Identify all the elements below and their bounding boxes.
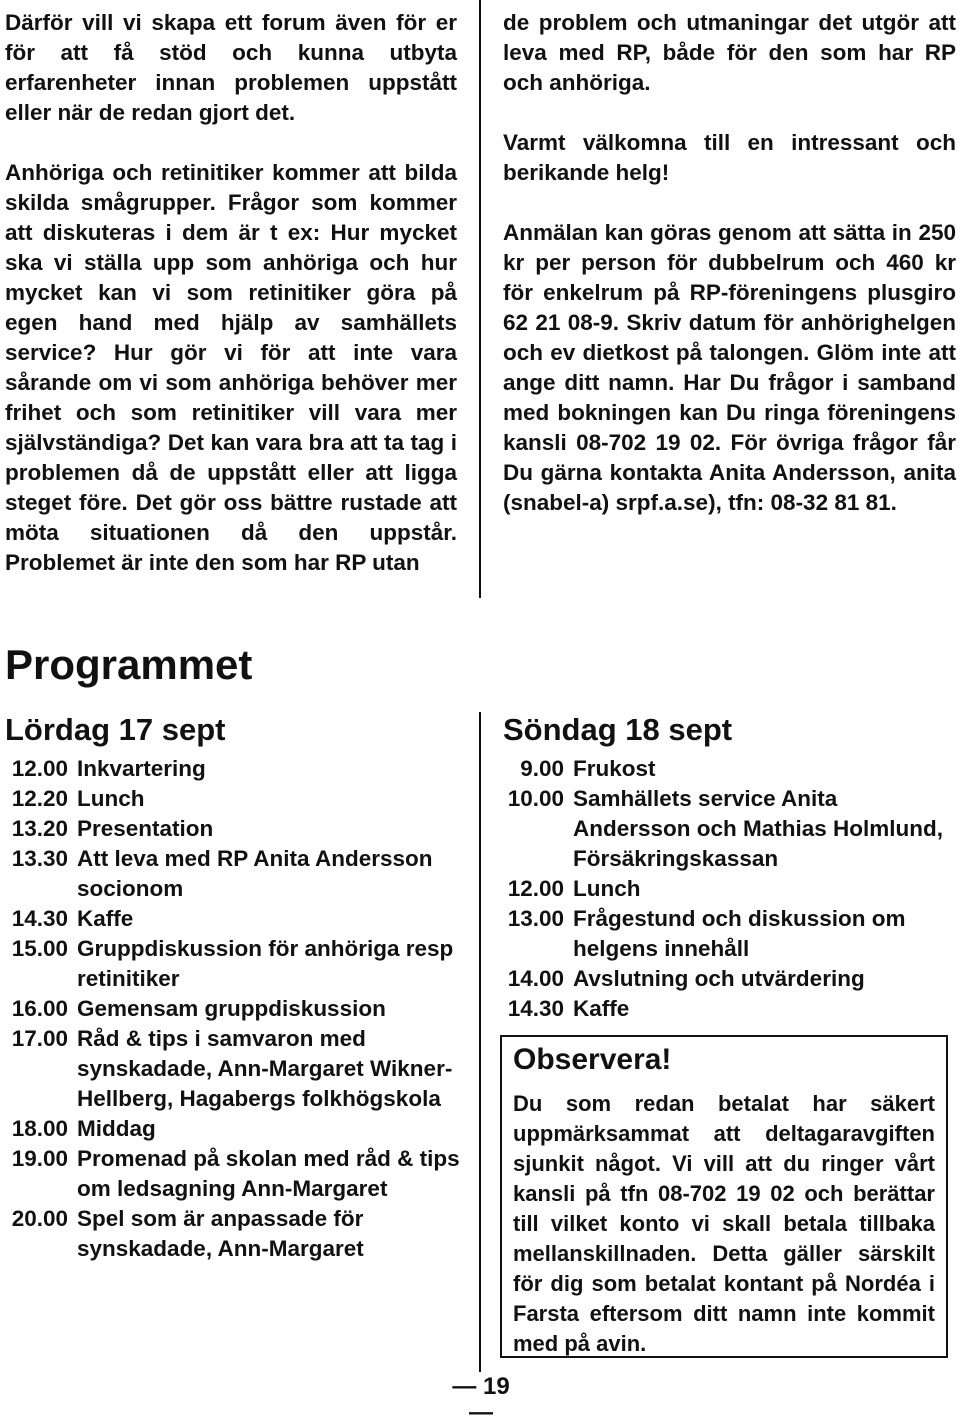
schedule-activity: Råd & tips i samvaron med synskadade, Ann-Margaret Wikner-Hellberg, Hagabergs folkhögskola bbox=[77, 1026, 453, 1111]
schedule-time: 13.00 bbox=[507, 906, 564, 931]
schedule-activity: Middag bbox=[77, 1116, 156, 1141]
schedule-time: 17.00 bbox=[11, 1026, 68, 1051]
schedule-item bbox=[503, 904, 948, 964]
schedule-time: 19.00 bbox=[11, 1146, 68, 1171]
schedule-activity: Spel som är anpassade för synskadade, Ann-Margaret bbox=[77, 1206, 364, 1261]
schedule-item bbox=[503, 964, 948, 994]
schedule-time: 12.00 bbox=[11, 756, 68, 781]
schedule-item bbox=[503, 754, 948, 784]
intro-paragraph-3: de problem och utmaningar det utgör att leva med RP, både för den som har RP och anhöriga. bbox=[503, 10, 956, 95]
schedule-item bbox=[5, 904, 460, 934]
schedule-item bbox=[503, 994, 948, 1024]
saturday-list bbox=[5, 754, 460, 1264]
schedule-item bbox=[5, 1204, 460, 1264]
schedule-activity: Frukost bbox=[573, 756, 656, 781]
intro-paragraph-2: Anhöriga och retinitiker kommer att bilda skilda smågrupper. Frågor som kommer att diskuteras i dem är t ex: Hur mycket ska vi ställa upp som anhöriga och hur mycket kan vi som retinitiker göra på egen hand med hjälp av samhällets service? Hur gör vi för att inte vara sårande om vi som anhöriga behöver mer frihet och som retinitiker vill vara mer självständiga? Det kan vara bra att ta tag i problemen då de uppstått eller att ligga steget före. Det gör oss bättre rustade att möta situationen då den uppstår. Problemet är inte den som har RP utan bbox=[5, 160, 457, 575]
schedule-time: 14.30 bbox=[507, 996, 564, 1021]
schedule-activity: Inkvartering bbox=[77, 756, 206, 781]
schedule-activity: Gemensam gruppdiskussion bbox=[77, 996, 386, 1021]
notice-box bbox=[500, 1035, 948, 1358]
sunday-list bbox=[503, 754, 948, 1024]
schedule-activity: Kaffe bbox=[77, 906, 134, 931]
schedule-item bbox=[5, 844, 460, 904]
schedule-time: 13.30 bbox=[11, 846, 68, 871]
program-title: Programmet bbox=[5, 641, 253, 688]
intro-left-column bbox=[5, 8, 457, 578]
sunday-schedule bbox=[503, 712, 948, 1024]
schedule-activity: Gruppdiskussion för anhöriga resp retinitiker bbox=[77, 936, 454, 991]
schedule-item bbox=[5, 814, 460, 844]
schedule-time: 12.20 bbox=[11, 786, 68, 811]
schedule-item bbox=[5, 1144, 460, 1204]
schedule-time: 14.30 bbox=[11, 906, 68, 931]
schedule-activity: Lunch bbox=[77, 786, 145, 811]
saturday-heading: Lördag 17 sept bbox=[5, 712, 226, 747]
schedule-activity: Lunch bbox=[573, 876, 641, 901]
schedule-activity: Promenad på skolan med råd & tips om ledsagning Ann-Margaret bbox=[77, 1146, 460, 1201]
intro-paragraph-1: Därför vill vi skapa ett forum även för er för att få stöd och kunna utbyta erfarenheter innan problemen uppstått eller när de redan gjort det. bbox=[5, 10, 457, 125]
schedule-time: 15.00 bbox=[11, 936, 68, 961]
schedule-activity: Avslutning och utvärdering bbox=[573, 966, 865, 991]
schedule-item bbox=[503, 784, 948, 874]
intro-right-column bbox=[503, 8, 956, 518]
schedule-time: 16.00 bbox=[11, 996, 68, 1021]
column-divider-bottom bbox=[479, 712, 481, 1372]
schedule-item bbox=[5, 994, 460, 1024]
schedule-item bbox=[5, 754, 460, 784]
schedule-activity: Att leva med RP Anita Andersson socionom bbox=[77, 846, 433, 901]
schedule-activity: Samhällets service Anita Andersson och Mathias Holmlund, Försäkringskassan bbox=[573, 786, 944, 871]
schedule-time: 13.20 bbox=[11, 816, 68, 841]
registration-paragraph: Anmälan kan göras genom att sätta in 250 kr per person för dubbelrum och 460 kr för enkelrum på RP-föreningens plusgiro 62 21 08-9. Skriv datum för anhörighelgen och ev dietkost på talongen. Glöm inte att ange ditt namn. Har Du frågor i samband med bokningen kan Du ringa föreningens kansli 08-702 19 02. För övriga frågor får Du gärna kontakta Anita Andersson, anita (snabel-a) srpf.a.se), tfn: 08-32 81 81. bbox=[503, 220, 956, 515]
schedule-time: 12.00 bbox=[507, 876, 564, 901]
schedule-time: 18.00 bbox=[11, 1116, 68, 1141]
column-divider-top bbox=[479, 0, 481, 598]
notice-text: Du som redan betalat har säkert uppmärksammat att deltagaravgiften sjunkit något. Vi vill att du ringer vårt kansli på tfn 08-702 19 02 och berättar till vilket konto vi skall betala tillbaka mellanskillnaden. Detta gäller särskilt för dig som betalat kontant på Nordéa i Farsta eftersom ditt namn inte kommit med på avin. bbox=[513, 1091, 935, 1356]
sunday-heading: Söndag 18 sept bbox=[503, 712, 733, 747]
schedule-activity: Presentation bbox=[77, 816, 214, 841]
schedule-time: 14.00 bbox=[507, 966, 564, 991]
schedule-activity: Kaffe bbox=[573, 996, 630, 1021]
page-number: — 19 — bbox=[452, 1373, 510, 1426]
schedule-item bbox=[503, 874, 948, 904]
schedule-time: 10.00 bbox=[507, 786, 564, 811]
schedule-activity: Frågestund och diskussion om helgens innehåll bbox=[573, 906, 906, 961]
welcome-paragraph: Varmt välkomna till en intressant och berikande helg! bbox=[503, 130, 956, 185]
schedule-item bbox=[5, 934, 460, 994]
schedule-time: 20.00 bbox=[11, 1206, 68, 1231]
notice-title: Observera! bbox=[513, 1043, 672, 1076]
saturday-schedule bbox=[5, 712, 460, 1264]
schedule-item bbox=[5, 1024, 460, 1114]
schedule-item bbox=[5, 1114, 460, 1144]
schedule-time: 9.00 bbox=[520, 756, 564, 781]
schedule-item bbox=[5, 784, 460, 814]
